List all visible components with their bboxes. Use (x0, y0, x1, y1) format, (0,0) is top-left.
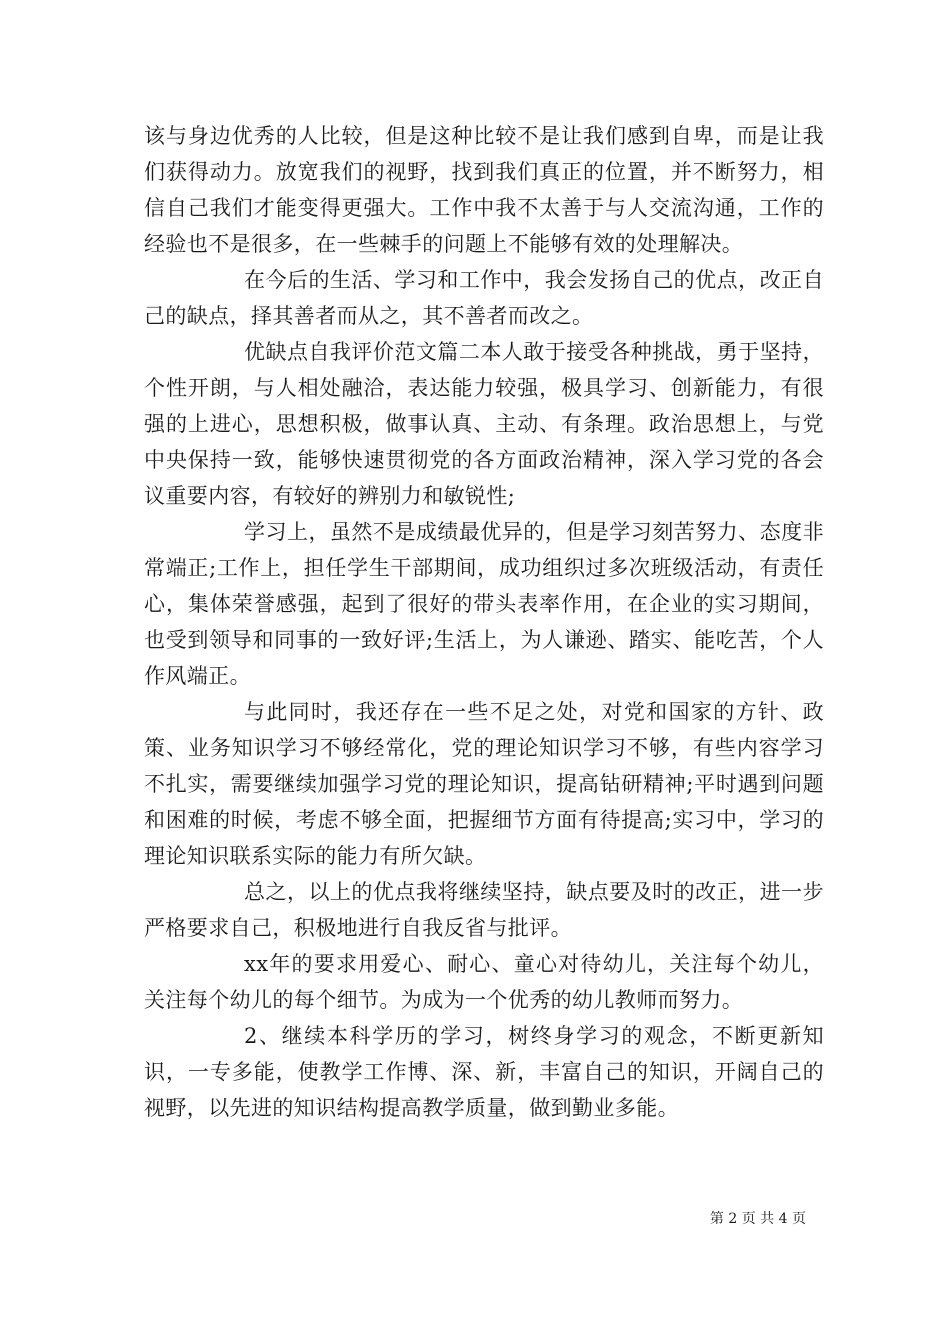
paragraph: 学习上，虽然不是成绩最优异的，但是学习刻苦努力、态度非常端正;工作上，担任学生干部期间，成功组织过多次班级活动，有责任心，集体荣誉感强，起到了很好的带头表率作用，在企业的实习期间，也受到领导和同事的一致好评;生活上，为人谦逊、踏实、能吃苦，个人作风端正。 (144, 520, 824, 688)
page-number-footer: 第 2 页 共 4 页 (709, 1211, 806, 1227)
paragraph: 优缺点自我评价范文篇二本人敢于接受各种挑战，勇于坚持，个性开朗，与人相处融洽，表达能力较强，极具学习、创新能力，有很强的上进心，思想积极，做事认真、主动、有条理。政治思想上，与党中央保持一致，能够快速贯彻党的各方面政治精神，深入学习党的各会议重要内容，有较好的辨别力和敏锐性; (144, 340, 824, 508)
paragraph-continuation: 该与身边优秀的人比较，但是这种比较不是让我们感到自卑，而是让我们获得动力。放宽我们的视野，找到我们真正的位置，并不断努力，相信自己我们才能变得更强大。工作中我不太善于与人交流沟通，工作的经验也不是很多，在一些棘手的问题上不能够有效的处理解决。 (144, 124, 824, 256)
paragraph: 在今后的生活、学习和工作中，我会发扬自己的优点，改正自己的缺点，择其善者而从之，其不善者而改之。 (144, 268, 824, 328)
paragraph: 与此同时，我还存在一些不足之处，对党和国家的方针、政策、业务知识学习不够经常化，党的理论知识学习不够，有些内容学习不扎实，需要继续加强学习党的理论知识，提高钻研精神;平时遇到问题和困难的时候，考虑不够全面，把握细节方面有待提高;实习中，学习的理论知识联系实际的能力有所欠缺。 (144, 700, 824, 868)
paragraph: 2、继续本科学历的学习，树终身学习的观念，不断更新知识，一专多能，使教学工作博、深、新，丰富自己的知识，开阔自己的视野，以先进的知识结构提高教学质量，做到勤业多能。 (144, 1024, 824, 1120)
document-body (144, 118, 824, 1126)
paragraph: xx年的要求用爱心、耐心、童心对待幼儿，关注每个幼儿，关注每个幼儿的每个细节。为成为一个优秀的幼儿教师而努力。 (144, 952, 824, 1012)
paragraph: 总之，以上的优点我将继续坚持，缺点要及时的改正，进一步严格要求自己，积极地进行自我反省与批评。 (144, 880, 824, 940)
